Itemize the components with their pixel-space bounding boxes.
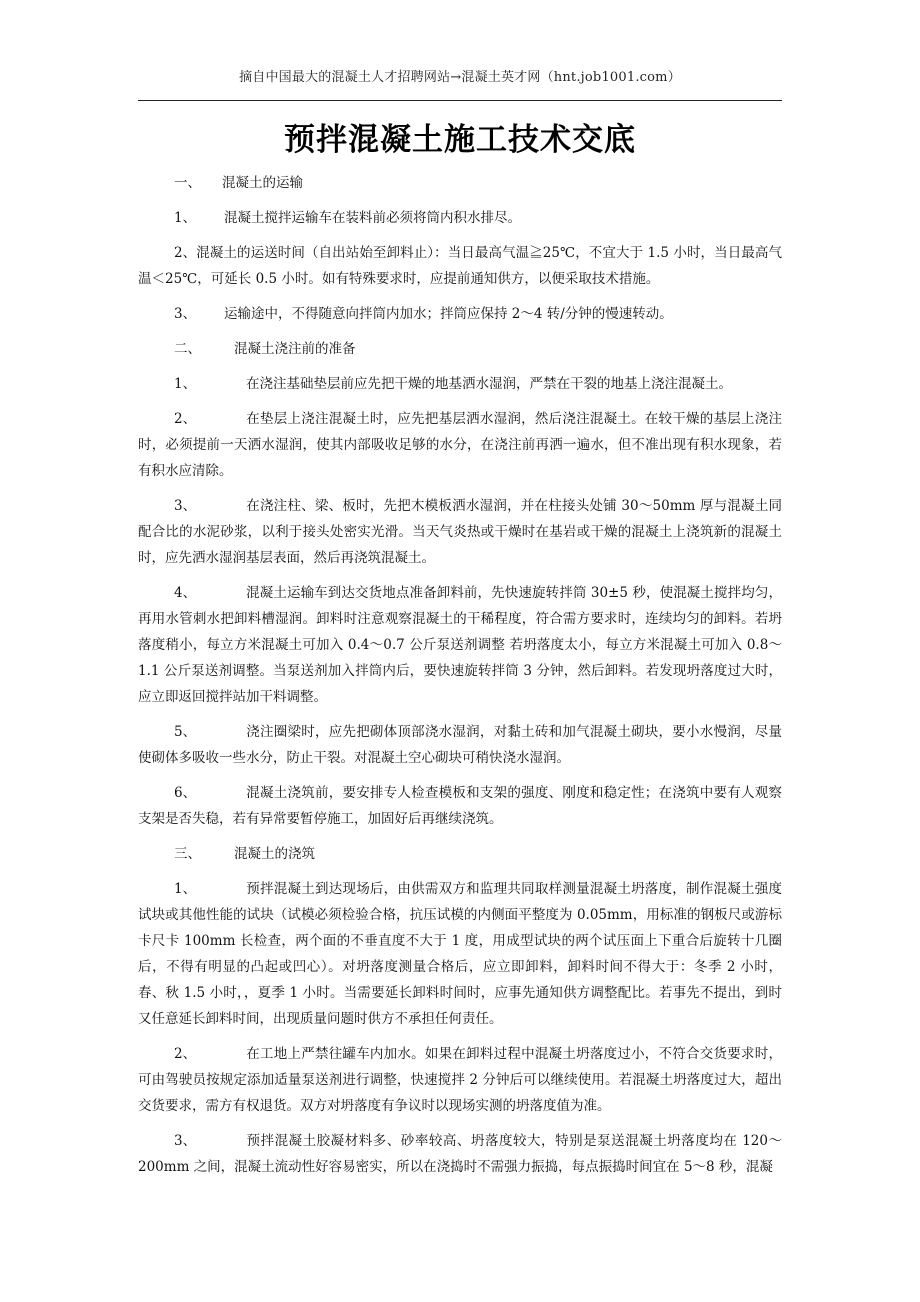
item-text: 预拌混凝土到达现场后，由供需双方和监理共同取样测量混凝土坍落度，制作混凝土强度试块或其他性能的试块（试模必须检验合格，抗压试模的内侧面平整度为 0.05mm，用标准的钢板尺或游标卡尺卡 100mm 长检查，两个面的不垂直度不大于 1 度，用成型试块的两个试压面上下重合后旋转十几圈后，不得有明显的凸起或凹心）。对坍落度测量合格后，应立即卸料，卸料时间不得大于：冬季 2 小时，春、秋 1.5 小时，，夏季 1 小时。当需要延长卸料时间时，应事先通知供方调整配比。若事先不提出，到时又任意延长卸料时间，出现质量问题时供方不承担任何责任。 (138, 881, 782, 1027)
section-heading-2 (138, 336, 782, 362)
section-title: 混凝土浇注前的准备 (234, 341, 356, 357)
section-number: 一、 (174, 175, 201, 191)
item-text: 2、混凝土的运送时间（自出站始至卸料止）：当日最高气温≧25℃，不宜大于 1.5 小时，当日最高气温＜25℃，可延长 0.5 小时。如有特殊要求时，应提前通知供方，以便采取技术措施。 (138, 245, 782, 287)
item-text: 浇注圈梁时，应先把砌体顶部浇水湿润，对黏土砖和加气混凝土砌块，要小水慢润，尽量使砌体多吸收一些水分，防止干裂。对混凝土空心砌块可稍快浇水湿润。 (138, 724, 782, 766)
section-number: 二、 (174, 341, 201, 357)
item-number: 2、 (174, 1046, 197, 1062)
list-item (138, 1041, 782, 1119)
item-number: 5、 (174, 724, 197, 740)
list-item (138, 205, 782, 231)
item-text: 预拌混凝土胶凝材料多、砂率较高、坍落度较大，特别是泵送混凝土坍落度均在 120～200mm 之间，混凝土流动性好容易密实，所以在浇捣时不需强力振捣，每点振捣时间宜在 5～8 秒，混凝 (138, 1133, 782, 1175)
item-number: 3、 (174, 1133, 197, 1149)
list-item (138, 719, 782, 771)
list-item (138, 580, 782, 710)
page-header-source: 摘自中国最大的混凝土人才招聘网站→混凝土英才网（hnt.job1001.com） (239, 70, 681, 85)
item-text: 在垫层上浇注混凝土时，应先把基层洒水湿润，然后浇注混凝土。在较干燥的基层上浇注时，必须提前一天洒水湿润，使其内部吸收足够的水分，在浇注前再洒一遍水，但不准出现有积水现象，若有积水应清除。 (138, 411, 782, 479)
item-text: 在工地上严禁往罐车内加水。如果在卸料过程中混凝土坍落度过小，不符合交货要求时，可由驾驶员按规定添加适量泵送剂进行调整，快速搅拌 2 分钟后可以继续使用。若混凝土坍落度过大，超出交货要求，需方有权退货。双方对坍落度有争议时以现场实测的坍落度值为准。 (138, 1046, 782, 1114)
item-number: 2、 (174, 411, 197, 427)
item-number: 4、 (174, 585, 197, 601)
item-number: 3、 (174, 306, 197, 322)
list-item (138, 876, 782, 1032)
item-number: 1、 (174, 376, 197, 392)
section-title: 混凝土的运输 (222, 175, 303, 191)
list-item (138, 240, 782, 292)
list-item (138, 1128, 782, 1180)
item-text: 在浇注柱、梁、板时，先把木模板洒水湿润，并在柱接头处铺 30～50mm 厚与混凝土同配合比的水泥砂浆，以利于接头处密实光滑。当天气炎热或干燥时在基岩或干燥的混凝土上浇筑新的混凝土时，应先洒水湿润基层表面，然后再浇筑混凝土。 (138, 498, 782, 566)
document-body (138, 170, 782, 1189)
section-number: 三、 (174, 846, 201, 862)
list-item (138, 301, 782, 327)
list-item (138, 780, 782, 832)
item-number: 3、 (174, 498, 197, 514)
item-number: 1、 (174, 881, 197, 897)
list-item (138, 493, 782, 571)
item-number: 6、 (174, 785, 197, 801)
item-text: 混凝土运输车到达交货地点准备卸料前，先快速旋转拌筒 30±5 秒，使混凝土搅拌均匀，再用水管刺水把卸料槽湿润。卸料时注意观察混凝土的干稀程度，符合需方要求时，连续均匀的卸料。若坍落度稍小，每立方米混凝土可加入 0.4～0.7 公斤泵送剂调整 若坍落度太小，每立方米混凝土可加入 0.8～1.1 公斤泵送剂调整。当泵送剂加入拌筒内后，要快速旋转拌筒 3 分钟，然后卸料。若发现坍落度过大时，应立即返回搅拌站加干料调整。 (138, 585, 782, 705)
list-item (138, 406, 782, 484)
section-heading-3 (138, 841, 782, 867)
item-text: 混凝土搅拌运输车在装料前必须将筒内积水排尽。 (224, 210, 521, 226)
list-item (138, 371, 782, 397)
header-divider (138, 100, 782, 101)
section-title: 混凝土的浇筑 (234, 846, 315, 862)
item-number: 1、 (174, 210, 197, 226)
section-heading-1 (138, 170, 782, 196)
item-text: 在浇注基础垫层前应先把干燥的地基洒水湿润，严禁在干裂的地基上浇注混凝土。 (246, 376, 732, 392)
item-text: 混凝土浇筑前，要安排专人检查模板和支架的强度、刚度和稳定性；在浇筑中要有人观察支架是否失稳，若有异常要暂停施工，加固好后再继续浇筑。 (138, 785, 782, 827)
item-text: 运输途中，不得随意向拌筒内加水；拌筒应保持 2～4 转/分钟的慢速转动。 (224, 306, 673, 322)
document-title: 预拌混凝土施工技术交底 (284, 122, 636, 158)
